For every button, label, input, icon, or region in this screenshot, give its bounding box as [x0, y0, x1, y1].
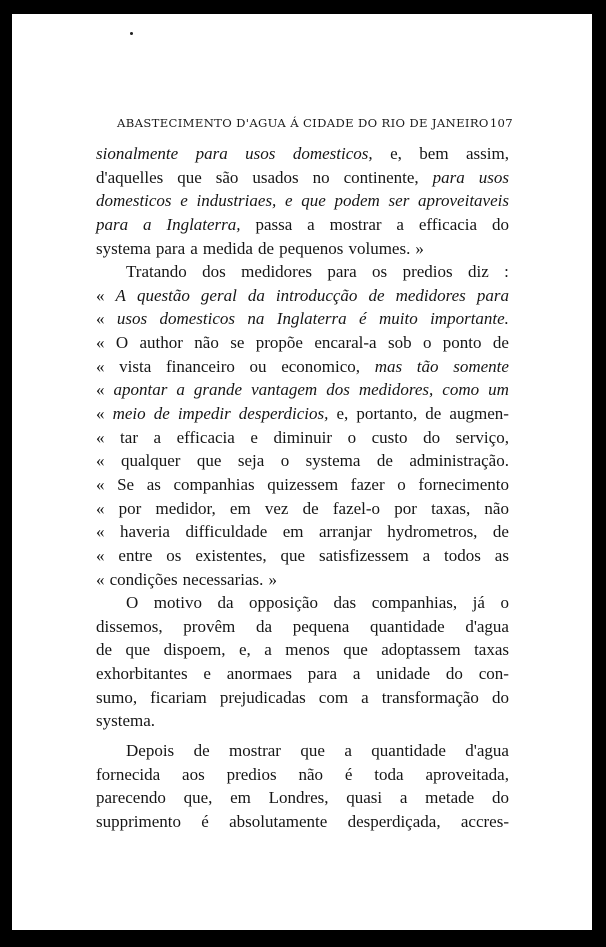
- word: qualquer: [120, 451, 181, 471]
- word: :: [504, 262, 509, 282]
- word: do: [423, 427, 441, 447]
- word: financeiro: [165, 356, 235, 376]
- word: pequenos: [279, 238, 344, 258]
- word: Inglaterra: [276, 309, 347, 329]
- word: taxas,: [431, 498, 471, 518]
- word: tar: [120, 427, 138, 447]
- word: vez: [264, 498, 289, 518]
- word: a: [396, 214, 404, 234]
- text-line: [96, 189, 509, 213]
- word: Londres,: [268, 788, 329, 808]
- word: dos: [202, 262, 226, 282]
- word: medidor,: [155, 498, 216, 518]
- word: difficuldade: [185, 522, 268, 542]
- word: medidores: [395, 285, 466, 305]
- text-line: [96, 237, 509, 261]
- text-line: [96, 142, 509, 166]
- word: e: [285, 191, 293, 211]
- word: se: [230, 333, 245, 353]
- ink-dot: [130, 32, 133, 35]
- word: exhorbitantes: [96, 664, 188, 684]
- word: «: [96, 333, 105, 353]
- text-line: [96, 709, 509, 733]
- word: fornecimento: [418, 474, 509, 494]
- word: aproveitada,: [425, 764, 509, 784]
- word: desperdicios,: [238, 404, 329, 424]
- body-text: [96, 142, 509, 834]
- word: mas: [374, 356, 403, 376]
- text-line: [96, 497, 509, 521]
- word: que: [301, 191, 326, 211]
- word: fornecida: [96, 764, 161, 784]
- word: usados: [252, 167, 299, 187]
- word: introducção: [275, 285, 358, 305]
- word: que,: [183, 788, 213, 808]
- word: continente,: [343, 167, 419, 187]
- word: que: [177, 167, 202, 187]
- word: ser: [388, 191, 410, 211]
- word: o: [280, 451, 290, 471]
- word: predios: [402, 262, 453, 282]
- word: «: [96, 569, 105, 589]
- word: é: [344, 764, 353, 784]
- word: todos: [444, 545, 481, 565]
- word: o: [347, 427, 357, 447]
- word: para: [476, 285, 509, 305]
- word: de: [368, 285, 385, 305]
- word: hydrometros,: [387, 522, 478, 542]
- word: A: [115, 285, 126, 305]
- word: toda: [374, 764, 404, 784]
- word: as: [146, 474, 161, 494]
- word: a: [352, 664, 361, 684]
- text-line: [96, 615, 509, 639]
- word: de: [425, 404, 442, 424]
- word: haveria: [119, 522, 170, 542]
- word: «: [96, 427, 105, 447]
- word: companhias: [173, 474, 255, 494]
- word: para: [155, 238, 186, 258]
- word: de: [302, 498, 319, 518]
- word: dos: [326, 380, 350, 400]
- word: domesticos,: [292, 144, 373, 163]
- word: do: [445, 664, 463, 684]
- word: provêm: [183, 616, 236, 636]
- word: «: [96, 522, 105, 542]
- word: do: [491, 687, 509, 707]
- word: O: [115, 333, 129, 353]
- word: opposição: [249, 593, 318, 613]
- word: aproveitaveis: [418, 191, 509, 211]
- word: não: [484, 498, 509, 518]
- word: o: [500, 593, 509, 613]
- text-line: [96, 810, 509, 834]
- word: em: [229, 498, 251, 518]
- word: a: [190, 238, 198, 258]
- word: de: [258, 238, 275, 258]
- word: «: [96, 498, 105, 518]
- word: Inglaterra,: [166, 214, 241, 234]
- word: pequena: [292, 616, 350, 636]
- word: «: [96, 404, 105, 424]
- word: volumes.: [348, 238, 411, 258]
- word: e,: [336, 404, 349, 424]
- text-line: [96, 213, 509, 237]
- book-page: [12, 14, 592, 930]
- word: «: [96, 356, 105, 376]
- word: ponto: [442, 333, 482, 353]
- word: com: [318, 687, 349, 707]
- word: efficacia: [418, 214, 478, 234]
- word: não: [298, 764, 324, 784]
- word: dissemos,: [96, 616, 163, 636]
- word: domesticos: [96, 191, 172, 211]
- word: diz: [468, 262, 489, 282]
- word: tão: [416, 356, 439, 376]
- word: satisfizessem: [318, 545, 409, 565]
- word: são: [215, 167, 239, 187]
- word: para: [327, 262, 357, 282]
- text-line: [96, 662, 509, 686]
- word: economico,: [281, 356, 361, 376]
- word: absolutamente: [229, 811, 328, 831]
- word: podem: [334, 191, 380, 211]
- word: adoptassem: [381, 640, 461, 660]
- word: do: [491, 214, 509, 234]
- word: O: [126, 593, 139, 613]
- word: menos: [285, 640, 330, 660]
- word: em: [282, 522, 304, 542]
- word: os: [372, 262, 388, 282]
- word: transformação: [381, 687, 479, 707]
- word: meio: [112, 404, 146, 424]
- word: industriaes,: [196, 191, 277, 211]
- word: efficacia: [176, 427, 235, 447]
- word: Tratando: [126, 262, 187, 282]
- text-line: [96, 449, 509, 473]
- word: systema.: [96, 711, 156, 731]
- text-line: [96, 166, 509, 190]
- word: na: [247, 309, 265, 329]
- word: geral: [200, 285, 237, 305]
- text-line: [96, 591, 509, 615]
- word: vista: [119, 356, 152, 376]
- word: encaral-a: [314, 333, 377, 353]
- word: impedir: [177, 404, 231, 424]
- word: passa: [255, 214, 293, 234]
- word: »: [415, 238, 424, 258]
- word: unidade: [376, 664, 431, 684]
- word: Se: [117, 474, 135, 494]
- word: diminuir: [273, 427, 333, 447]
- word: e,: [238, 640, 251, 660]
- word: ficariam: [150, 687, 207, 707]
- word: «: [96, 309, 105, 329]
- word: grande: [193, 380, 243, 400]
- word: «: [96, 474, 105, 494]
- word: para: [307, 664, 338, 684]
- word: da: [217, 593, 234, 613]
- word: a: [422, 545, 431, 565]
- word: sob: [387, 333, 412, 353]
- word: um: [488, 380, 509, 400]
- word: a: [143, 214, 152, 234]
- word: a: [176, 380, 185, 400]
- word: apontar: [113, 380, 168, 400]
- word: mostrar: [229, 741, 281, 761]
- word: de: [153, 404, 170, 424]
- word: das: [333, 593, 357, 613]
- word: a: [399, 788, 408, 808]
- text-line: [96, 426, 509, 450]
- word: motivo: [153, 593, 202, 613]
- text-line: [96, 763, 509, 787]
- page-header: [117, 116, 513, 130]
- text-line: [96, 355, 509, 379]
- word: de: [376, 451, 393, 471]
- word: no: [312, 167, 330, 187]
- word: propõe: [255, 333, 303, 353]
- word: existentes,: [195, 545, 267, 565]
- word: usos: [116, 309, 148, 329]
- word: de: [96, 640, 113, 660]
- word: medidores,: [358, 380, 434, 400]
- word: quizessem: [267, 474, 339, 494]
- word: arranjar: [318, 522, 372, 542]
- word: vantagem: [251, 380, 318, 400]
- word: fazel-o: [332, 498, 381, 518]
- text-line: [96, 284, 509, 308]
- word: como: [442, 380, 480, 400]
- word: condições: [109, 569, 178, 589]
- word: os: [166, 545, 182, 565]
- word: «: [96, 285, 105, 305]
- word: portanto,: [356, 404, 418, 424]
- text-line: [96, 331, 509, 355]
- word: que: [300, 741, 325, 761]
- word: a: [344, 741, 352, 761]
- word: desperdiçada,: [347, 811, 441, 831]
- word: assim,: [466, 144, 509, 163]
- word: que: [343, 640, 368, 660]
- word: fazer: [350, 474, 385, 494]
- word: systema: [96, 238, 151, 258]
- text-line: [96, 260, 509, 284]
- word: entre: [118, 545, 153, 565]
- word: e: [250, 427, 258, 447]
- word: supprimento: [96, 811, 181, 831]
- word: a: [307, 214, 315, 234]
- word: quantidade: [370, 616, 445, 636]
- word: sionalmente: [96, 144, 179, 163]
- word: systema: [305, 451, 361, 471]
- word: da: [255, 616, 272, 636]
- word: companhias,: [371, 593, 458, 613]
- word: anormaes: [226, 664, 292, 684]
- word: usos: [245, 144, 276, 163]
- word: taxas: [474, 640, 509, 660]
- word: sumo,: [96, 687, 138, 707]
- word: ou: [249, 356, 267, 376]
- word: é: [201, 811, 209, 831]
- word: de: [492, 333, 509, 353]
- word: dispoem,: [163, 640, 226, 660]
- word: bem: [419, 144, 449, 163]
- word: a: [361, 687, 369, 707]
- page-number: 107: [489, 116, 513, 130]
- word: prejudicadas: [219, 687, 306, 707]
- text-line: [96, 544, 509, 568]
- text-line: [96, 568, 509, 592]
- word: serviço,: [455, 427, 509, 447]
- word: metade: [425, 788, 475, 808]
- word: predios: [226, 764, 277, 784]
- word: usos: [478, 167, 509, 187]
- word: somente: [453, 356, 509, 376]
- word: Depois: [126, 741, 175, 761]
- text-line: [96, 786, 509, 810]
- word: accres-: [460, 811, 509, 831]
- word: d'agua: [465, 616, 509, 636]
- word: já: [472, 593, 485, 613]
- word: para: [195, 144, 228, 163]
- word: con-: [478, 664, 509, 684]
- word: as: [494, 545, 509, 565]
- word: quasi: [346, 788, 383, 808]
- text-line: [96, 739, 509, 763]
- word: que: [280, 545, 306, 565]
- word: «: [96, 380, 105, 400]
- word: a: [264, 640, 272, 660]
- text-line: [96, 638, 509, 662]
- word: a: [153, 427, 162, 447]
- word: mostrar: [329, 214, 382, 234]
- word: do: [491, 788, 509, 808]
- word: questão: [136, 285, 190, 305]
- word: muito: [378, 309, 418, 329]
- text-line: [96, 520, 509, 544]
- word: em: [230, 788, 251, 808]
- word: administração.: [409, 451, 509, 471]
- word: author: [139, 333, 183, 353]
- word: por: [394, 498, 417, 518]
- word: e: [180, 191, 188, 211]
- word: para: [96, 214, 129, 234]
- word: o: [422, 333, 432, 353]
- word: por: [118, 498, 142, 518]
- word: parecendo: [96, 788, 166, 808]
- text-line: [96, 307, 509, 331]
- word: necessarias.: [182, 569, 264, 589]
- word: importante.: [430, 309, 509, 329]
- word: d'agua: [465, 741, 509, 761]
- word: domesticos: [159, 309, 236, 329]
- word: «: [96, 545, 105, 565]
- word: de: [492, 522, 509, 542]
- word: que: [125, 640, 151, 660]
- word: aos: [182, 764, 205, 784]
- word: é: [359, 309, 367, 329]
- word: augmen-: [449, 404, 509, 424]
- word: d'aquelles: [96, 167, 164, 187]
- text-line: [96, 378, 509, 402]
- word: da: [247, 285, 265, 305]
- word: custo: [371, 427, 408, 447]
- word: quantidade: [371, 741, 446, 761]
- word: de: [193, 741, 210, 761]
- word: «: [96, 451, 105, 471]
- text-line: [96, 473, 509, 497]
- text-line: [96, 402, 509, 426]
- word: e,: [390, 144, 402, 163]
- word: para: [432, 167, 465, 187]
- word: que: [196, 451, 222, 471]
- running-title: ABASTECIMENTO D'AGUA Á CIDADE DO RIO DE JANEIRO: [117, 116, 489, 130]
- word: medidores: [241, 262, 312, 282]
- word: »: [268, 569, 277, 589]
- word: o: [397, 474, 406, 494]
- word: seja: [237, 451, 265, 471]
- word: e: [203, 664, 211, 684]
- text-line: [96, 686, 509, 710]
- word: não: [194, 333, 219, 353]
- word: medida: [202, 238, 253, 258]
